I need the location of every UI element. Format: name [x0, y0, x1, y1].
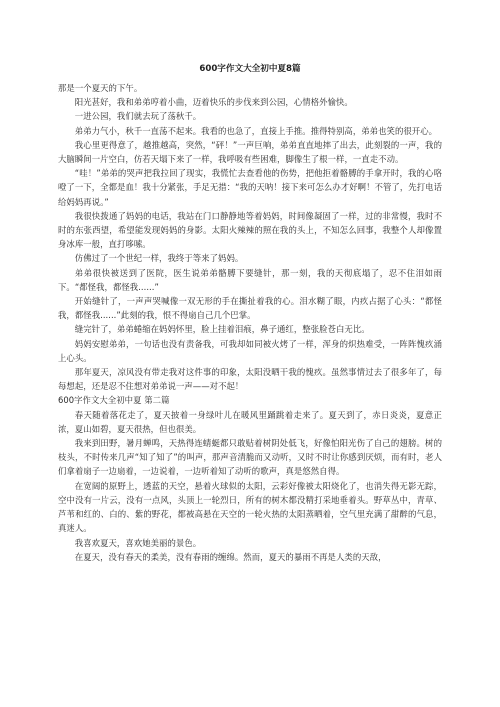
paragraph: 那是一个夏天的下午。: [58, 83, 143, 93]
paragraph: 缝完针了，弟弟蜷缩在妈妈怀里，脸上挂着泪痕，鼻子通红，整张脸苍白无比。: [74, 324, 370, 335]
paragraph: 春天随着落花走了，夏天披着一身绿叶儿在暖风里踊跳着走来了。夏天到了，赤日炎炎，夏意正浓，夏山如碧，夏天很热，但也很美。: [58, 409, 442, 434]
paragraph: 开始缝针了，一声声哭喊像一双无形的手在撕扯着我的心。泪水糊了眼，内疚占据了心头：“都怪我，都怪我......”此刻的我，恨不得扇自己几个巴掌。: [58, 296, 442, 321]
paragraph: 弟弟力气小，秋千一直荡不起来。我看的也急了，直接上手推。推得特别高，弟弟也笑的很开心。: [74, 125, 438, 136]
document-body: [58, 81, 442, 564]
paragraph: 妈妈安慰弟弟，一句话也没有责备我，可我却如同被火烤了一样，浑身的炽热难受，一阵阵愧疚涌上心头。: [58, 338, 442, 363]
paragraph: 那年夏天，凉风没有带走我对这件事的印象，太阳没晒干我的愧疚。虽然事情过去了很多年了，每每想起，还是忍不住想对弟弟说一声——对不起！: [58, 367, 442, 392]
document-title: 600字作文大全初中夏8篇: [199, 64, 301, 74]
paragraph: 我很快拨通了妈妈的电话，我站在门口静静地等着妈妈，时间像凝固了一样，过的非常慢，我时不时的东张西望，希望能发现妈妈的身影。太阳火辣辣的照在我的头上，不知怎么回事，我整个人却像置身冰库一般，直打哆嗦。: [58, 210, 442, 250]
paragraph: 阳光甚好，我和弟弟哼着小曲，迈着快乐的步伐来到公园，心情格外愉快。: [74, 97, 353, 108]
paragraph: 我喜欢夏天，喜欢她美丽的景色。: [74, 537, 202, 548]
paragraph: 我心里更得意了，越推越高，突然，“砰！”一声巨响，弟弟直直地摔了出去，此刻裂的一声，我的大脑瞬间一片空白，仿若天塌下来了一样，我呼吸有些困难，脚像生了根一样，一直走不动。: [58, 139, 442, 165]
paragraph: 我来到田野，暑月蝉鸣，天热得连蜻蜓都只敢贴着树阴处低飞，好像怕阳光伤了自己的翅膀。树的枝头，不时传来几声“知了知了”的叫声，那声音清脆而又动听，又时不时让你感到厌烦，而有时，老人们拿着扇子一边扇着，一边说着，一边听着知了动听的歌声，真是悠然自得。: [58, 438, 442, 477]
paragraph: 在宽阔的原野上，透蓝的天空，悬着火球似的太阳，云彩好像被太阳烧化了，也消失得无影无踪，空中没有一片云，没有一点风，头顶上一轮烈日，所有的树木都没精打采地垂着头。野草丛中，青草、芦苇和红的、白的、紫的野花，都被高悬在天空的一轮火热的太阳蒸晒着，空气里充满了甜醉的气息，真迷人。: [58, 480, 442, 534]
paragraph: 弟弟很快被送到了医院，医生说弟弟骼膊下要缝针，那一刻，我的天彻底塌了，忍不住泪如雨下。“都怪我，都怪我......”: [58, 267, 442, 292]
paragraph: 仿佛过了一个世纪一样，我终于等来了妈妈。: [74, 253, 244, 264]
paragraph: “哇！”弟弟的哭声把我拉回了现实，我慌忙去查看他的伤势，把他拒着骼膊的手拿开时，我的心咯噔了一下，全都是血！我十分紧张，手足无措：“我的天呐！接下来可怎么办才好啊！不管了，先打电话给妈妈再说。”: [58, 168, 442, 207]
paragraph: 一进公园，我们就去玩了荡秋千。: [74, 111, 202, 122]
section-heading: 600字作文大全初中夏 第二篇: [58, 395, 170, 406]
paragraph: 在夏天，没有春天的柔美，没有春雨的缠绵。然而，夏天的暴雨不再是人类的天敌，: [74, 551, 387, 562]
